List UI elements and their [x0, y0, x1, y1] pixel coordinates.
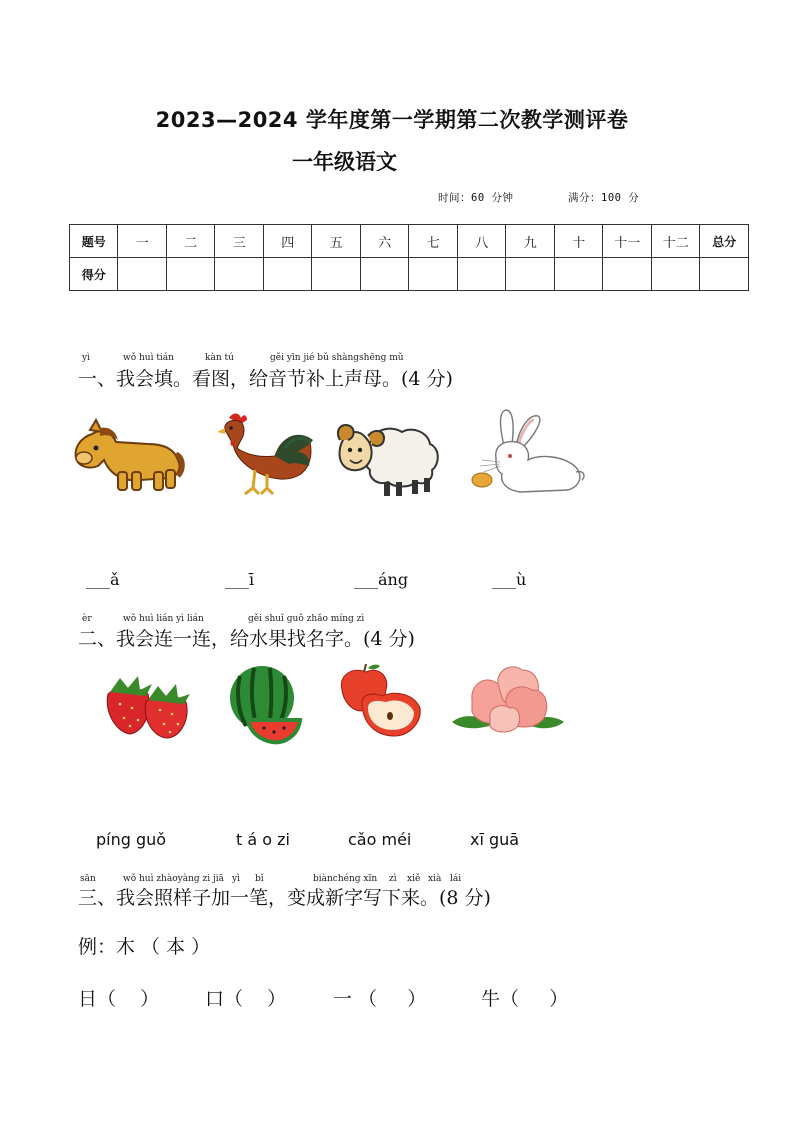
strawberry-icon [100, 668, 195, 740]
q2-question: 二、我会连一连，给水果找名字。(4 分) [78, 628, 415, 650]
q3-pinyin-5: bǐ [255, 874, 264, 884]
q3-item-2[interactable]: 口（ ） [205, 988, 287, 1010]
score-cell: 五 [312, 225, 361, 258]
score-cell: 二 [166, 225, 215, 258]
exam-time: 时间：60 分钟 [438, 192, 514, 204]
q1-pinyin-2: wǒ huì tián [123, 353, 174, 363]
q2-name-2: t á o zi [236, 830, 290, 849]
score-input-cell[interactable] [263, 258, 312, 291]
score-cell: 四 [263, 225, 312, 258]
exam-subtitle: 一年级语文 [292, 150, 397, 174]
q3-pinyin-4: yì [232, 874, 240, 884]
q1-pinyin-4: gěi yīn jié bǔ shàngshēng mǔ [270, 353, 404, 363]
q3-pinyin-2: wǒ huì zhàoyàng zi [123, 874, 211, 884]
q3-pinyin-7: zì [389, 874, 397, 884]
q3-pinyin-10: lái [450, 874, 462, 884]
rooster-icon [215, 408, 317, 500]
score-cell: 总分 [700, 225, 749, 258]
score-cell: 题号 [70, 225, 118, 258]
score-cell: 十二 [651, 225, 700, 258]
q1-blank-4[interactable]: ___ù [492, 570, 527, 589]
q3-pinyin-1: sān [80, 874, 96, 884]
q1-blank-1[interactable]: ___ǎ [86, 570, 120, 589]
q3-pinyin-3: jiā [213, 874, 225, 884]
watermelon-icon [226, 662, 306, 748]
score-cell: 八 [457, 225, 506, 258]
score-input-cell[interactable] [700, 258, 749, 291]
q3-item-1[interactable]: 日（ ） [78, 988, 160, 1010]
q2-pinyin-3: gěi shuǐ guǒ zhǎo míng zì [248, 614, 365, 624]
q1-pinyin-3: kàn tú [205, 353, 234, 363]
q1-blank-3[interactable]: ___áng [354, 570, 409, 589]
rabbit-icon [460, 406, 590, 498]
score-input-cell[interactable] [312, 258, 361, 291]
q3-item-3[interactable]: 一 （ ） [333, 988, 427, 1010]
score-input-cell[interactable] [360, 258, 409, 291]
score-input-cell[interactable] [215, 258, 264, 291]
score-input-cell[interactable] [409, 258, 458, 291]
score-input-cell[interactable] [506, 258, 555, 291]
q3-question: 三、我会照样子加一笔，变成新字写下来。(8 分) [78, 887, 491, 909]
exam-full-score: 满分：100 分 [568, 192, 640, 204]
score-cell: 六 [360, 225, 409, 258]
score-input-cell[interactable] [118, 258, 167, 291]
sheep-icon [332, 420, 442, 500]
score-input-cell[interactable] [166, 258, 215, 291]
q1-blank-2[interactable]: ___ī [225, 570, 255, 589]
score-cell: 十一 [603, 225, 652, 258]
q3-item-4[interactable]: 牛（ ） [481, 988, 569, 1010]
score-cell: 十 [554, 225, 603, 258]
score-cell: 一 [118, 225, 167, 258]
q2-pinyin-2: wǒ huì lián yì lián [123, 614, 204, 624]
apple-icon [332, 664, 424, 742]
score-cell: 九 [506, 225, 555, 258]
score-input-cell[interactable] [554, 258, 603, 291]
exam-title: 2023—2024 学年度第一学期第二次教学测评卷 [155, 108, 629, 132]
score-table [69, 224, 749, 291]
q3-example: 例：木 （ 本 ） [78, 936, 211, 958]
score-table-header-row [70, 225, 749, 258]
score-row-label: 得分 [70, 258, 118, 291]
horse-icon [70, 414, 185, 496]
q3-pinyin-8: xiě [407, 874, 421, 884]
q1-pinyin-1: yì [82, 353, 90, 363]
score-input-cell[interactable] [457, 258, 506, 291]
q1-question: 一、我会填。看图，给音节补上声母。(4 分) [78, 368, 453, 390]
score-input-cell[interactable] [651, 258, 700, 291]
score-table-score-row [70, 258, 749, 291]
q2-name-3: cǎo méi [348, 830, 412, 849]
q2-name-1: píng guǒ [96, 830, 167, 849]
q3-pinyin-6: biànchéng xīn [313, 874, 378, 884]
q2-name-4: xī guā [470, 830, 520, 849]
q3-pinyin-9: xià [428, 874, 442, 884]
peach-icon [446, 660, 568, 746]
q2-pinyin-1: èr [82, 614, 92, 624]
score-cell: 三 [215, 225, 264, 258]
score-input-cell[interactable] [603, 258, 652, 291]
score-cell: 七 [409, 225, 458, 258]
